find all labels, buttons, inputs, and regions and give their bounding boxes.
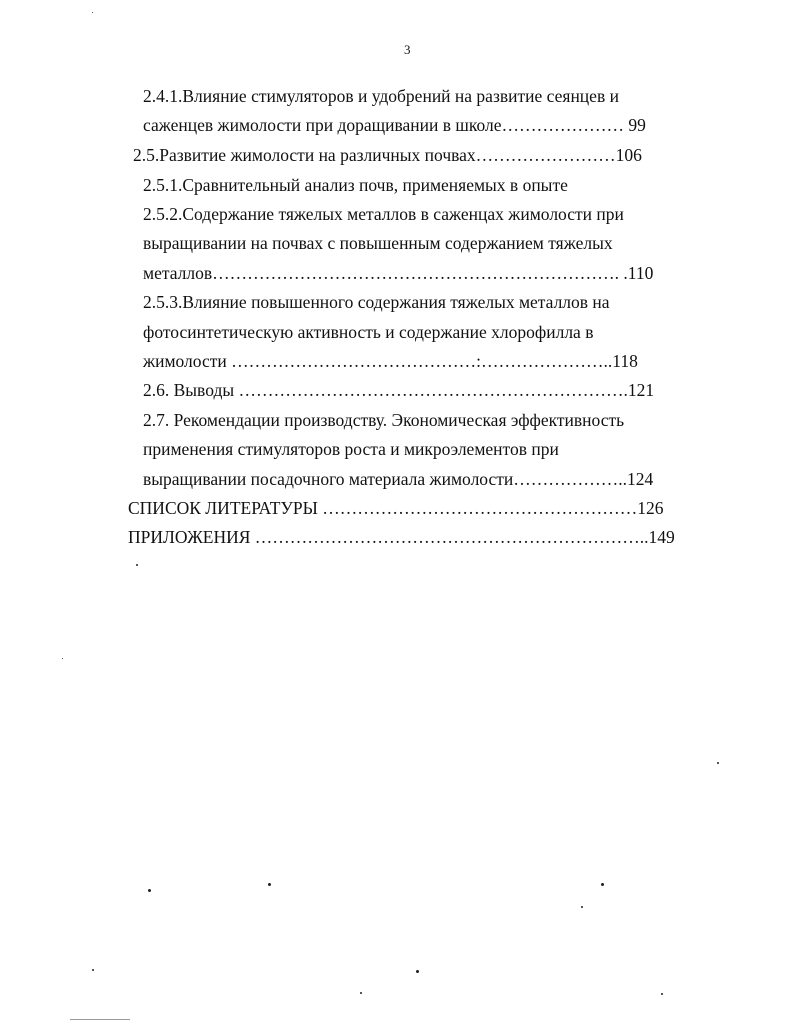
page-number: 3: [404, 42, 411, 57]
toc-line: выращивании на почвах с повышенным содержанием тяжелых: [143, 233, 613, 253]
scan-speck: [136, 564, 138, 566]
scan-speck: [70, 1019, 130, 1020]
scan-speck: [62, 658, 63, 659]
toc-line: жимолости ……………………………………:…………………..118: [143, 351, 638, 371]
scan-speck: [92, 12, 93, 13]
toc-line: применения стимуляторов роста и микроэлементов при: [143, 439, 559, 459]
toc-line: 2.6. Выводы ………………………………………………………….121: [143, 380, 655, 400]
scan-speck: [581, 906, 583, 908]
toc-line: СПИСОК ЛИТЕРАТУРЫ ………………………………………………126: [128, 498, 664, 518]
scan-speck: [92, 969, 94, 971]
scan-speck: [416, 970, 419, 973]
toc-line: 2.7. Рекомендации производству. Экономическая эффективность: [143, 410, 625, 430]
toc-line: саженцев жимолости при доращивании в школе………………… 99: [143, 115, 646, 135]
scan-speck: [661, 993, 663, 995]
scan-speck: [601, 883, 604, 886]
toc-line: 2.5.1.Сравнительный анализ почв, применяемых в опыте: [143, 175, 568, 195]
scan-speck: [148, 889, 151, 892]
scan-speck: [717, 762, 719, 764]
toc-line: фотосинтетическую активность и содержание хлорофилла в: [143, 322, 594, 342]
scan-speck: [360, 992, 362, 994]
toc-line: 2.5.Развитие жимолости на различных почвах……………………106: [133, 145, 642, 165]
toc-line: 2.4.1.Влияние стимуляторов и удобрений на развитие сеянцев и: [143, 86, 619, 106]
toc-line: выращивании посадочного материала жимолости………………..124: [143, 469, 654, 489]
toc-line: ПРИЛОЖЕНИЯ …………………………………………………………..149: [128, 527, 675, 547]
scan-speck: [268, 883, 271, 886]
toc-line: 2.5.3.Влияние повышенного содержания тяжелых металлов на: [143, 292, 610, 312]
toc-line: 2.5.2.Содержание тяжелых металлов в саженцах жимолости при: [143, 204, 624, 224]
toc-line: металлов……………………………………………………………. .110: [143, 263, 654, 283]
